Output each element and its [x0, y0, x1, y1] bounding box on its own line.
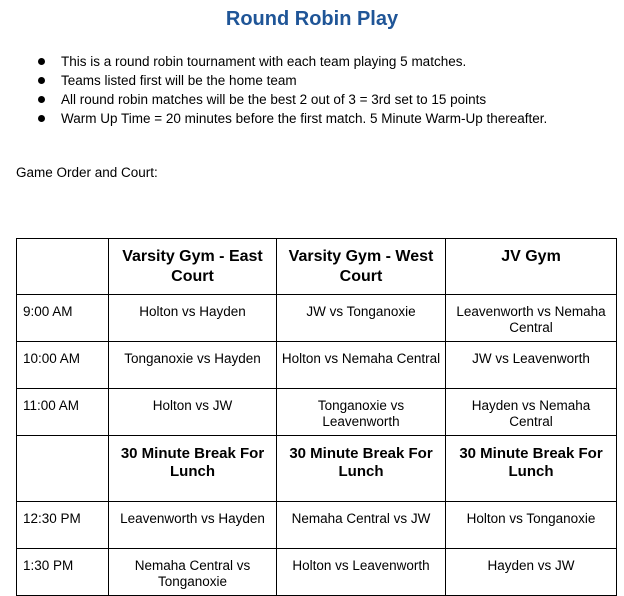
time-cell: 12:30 PM: [17, 502, 109, 549]
match-cell: Holton vs Hayden: [109, 295, 277, 342]
rules-item-matches: This is a round robin tournament with each team playing 5 matches.: [38, 52, 547, 71]
match-cell: Tonganoxie vs Hayden: [109, 342, 277, 389]
header-time-cell: [17, 239, 109, 295]
table-row: [17, 549, 617, 596]
lunch-break-row: [17, 436, 617, 502]
lunch-break-cell: 30 Minute Break For Lunch: [109, 436, 277, 502]
match-cell: Holton vs Tonganoxie: [446, 502, 617, 549]
table-header-row: [17, 239, 617, 295]
match-cell: Hayden vs JW: [446, 549, 617, 596]
header-west-court: Varsity Gym - West Court: [277, 239, 446, 295]
time-cell: [17, 436, 109, 502]
match-cell: Nemaha Central vs JW: [277, 502, 446, 549]
lunch-break-cell: 30 Minute Break For Lunch: [446, 436, 617, 502]
rules-item-warm-up: Warm Up Time = 20 minutes before the first match. 5 Minute Warm-Up thereafter.: [38, 109, 547, 128]
game-order-label: Game Order and Court:: [16, 165, 158, 180]
match-cell: Leavenworth vs Nemaha Central: [446, 295, 617, 342]
match-cell: Holton vs Leavenworth: [277, 549, 446, 596]
table-row: [17, 389, 617, 436]
header-jv-gym: JV Gym: [446, 239, 617, 295]
match-cell: JW vs Tonganoxie: [277, 295, 446, 342]
table-row: [17, 502, 617, 549]
page-title: Round Robin Play: [225, 8, 399, 30]
rules-item-best-of-three: All round robin matches will be the best 2 out of 3 = 3rd set to 15 points: [38, 90, 547, 109]
time-cell: 1:30 PM: [17, 549, 109, 596]
lunch-break-cell: 30 Minute Break For Lunch: [277, 436, 446, 502]
time-cell: 11:00 AM: [17, 389, 109, 436]
match-cell: Tonganoxie vs Leavenworth: [277, 389, 446, 436]
table-row: [17, 295, 617, 342]
match-cell: Holton vs JW: [109, 389, 277, 436]
match-cell: Nemaha Central vs Tonganoxie: [109, 549, 277, 596]
match-cell: Hayden vs Nemaha Central: [446, 389, 617, 436]
match-cell: JW vs Leavenworth: [446, 342, 617, 389]
time-cell: 9:00 AM: [17, 295, 109, 342]
rules-item-home-team: Teams listed first will be the home team: [38, 71, 547, 90]
table-row: [17, 342, 617, 389]
schedule-table: [16, 238, 617, 596]
rules-list: [38, 52, 547, 128]
header-east-court: Varsity Gym - East Court: [109, 239, 277, 295]
match-cell: Leavenworth vs Hayden: [109, 502, 277, 549]
match-cell: Holton vs Nemaha Central: [277, 342, 446, 389]
time-cell: 10:00 AM: [17, 342, 109, 389]
